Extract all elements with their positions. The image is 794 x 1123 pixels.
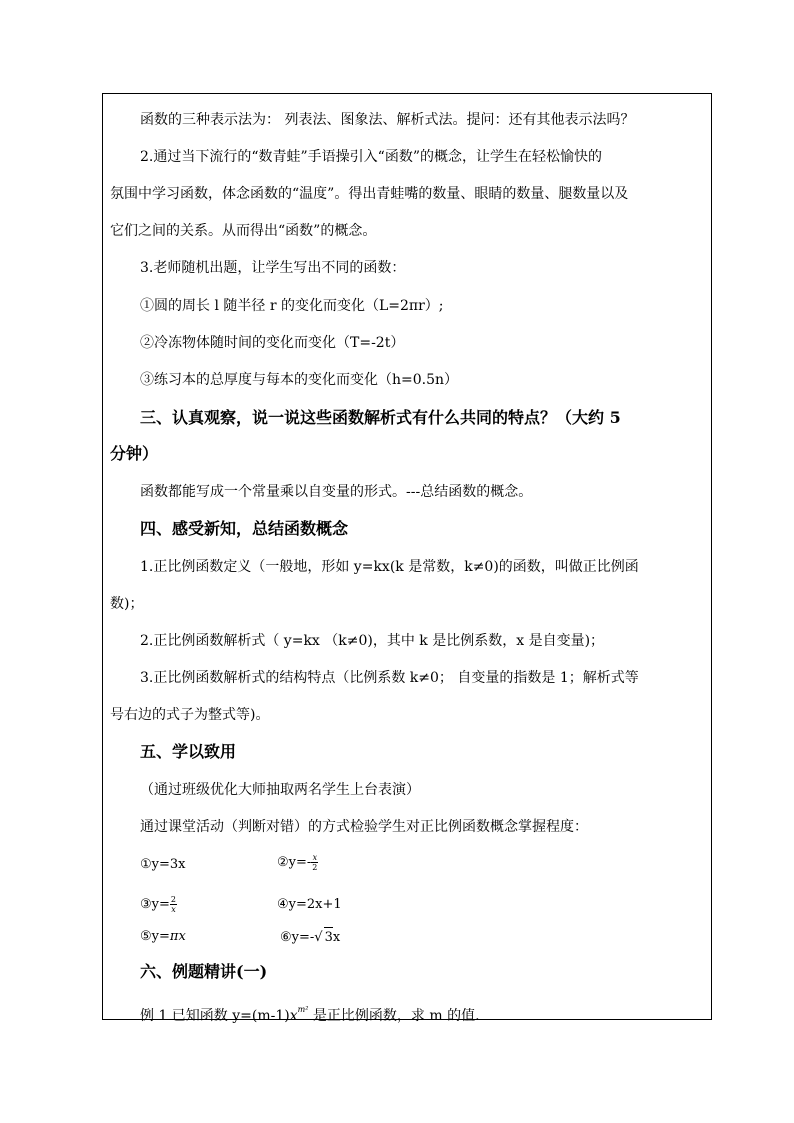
example-frozen: ②冷冻物体随时间的变化而变化（T=-2t） xyxy=(140,335,405,351)
text-line-representations: 函数的三种表示法为： 列表法、图象法、解析式法。提问：还有其他表示法吗？ xyxy=(140,112,635,128)
formula-3-denominator: x xyxy=(171,905,176,914)
definition-line-2: 2.正比例函数解析式（ y=kx （k≠0)，其中 k 是比例系数，x 是自变量)； xyxy=(140,633,605,649)
formula-3-prefix: ③y= xyxy=(140,897,170,912)
definition-line-1: 1.正比例函数定义（一般地，形如 y=kx(k 是常数，k≠0)的函数，叫做正比例函 xyxy=(140,559,639,575)
example-notebook: ③练习本的总厚度与每本的变化而变化（h=0.5n） xyxy=(140,372,459,388)
section-three-heading-cont: 分钟） xyxy=(110,444,159,463)
definition-line-3-cont: 号右边的式子为整式等)。 xyxy=(110,707,270,723)
formula-3-numerator: 2 xyxy=(170,895,176,904)
formula-6-radicand: 3 xyxy=(324,927,333,948)
formula-6-prefix: ⑥y=- xyxy=(280,930,315,945)
section-four-heading: 四、感受新知，总结函数概念 xyxy=(140,519,349,538)
formula-4: ④y=2x+1 xyxy=(277,897,342,912)
sqrt-symbol: √ xyxy=(314,930,323,945)
section-three-heading: 三、认真观察，说一说这些函数解析式有什么共同的特点？（大约 5 xyxy=(140,408,621,427)
formula-2-fraction xyxy=(311,853,318,872)
definition-line-3: 3.正比例函数解析式的结构特点（比例系数 k≠0； 自变量的指数是 1；解析式等 xyxy=(140,670,639,686)
example-one-variable: x xyxy=(289,1008,298,1024)
example-one xyxy=(140,1000,480,1026)
section-five-heading: 五、学以致用 xyxy=(140,742,237,761)
formula-5 xyxy=(140,927,186,947)
text-line-frog-atmosphere: 氛围中学习函数，体念函数的“温度”。得出青蛙嘴的数量、眼睛的数量、腿数量以及 xyxy=(110,186,629,202)
formula-2-numerator: x xyxy=(312,853,318,862)
formula-1: ①y=3x xyxy=(140,857,186,872)
text-line-frog-relation: 它们之间的关系。从而得出“函数”的概念。 xyxy=(110,223,377,239)
text-line-random-question: 3.老师随机出题，让学生写出不同的函数： xyxy=(140,260,406,276)
example-one-prefix: 例 1 已知函数 y=(m-1) xyxy=(140,1008,290,1024)
formula-2-prefix: ②y=- xyxy=(277,855,312,870)
formula-2 xyxy=(277,853,318,873)
text-line-classroom-activity: 通过课堂活动（判断对错）的方式检验学生对正比例函数概念掌握程度： xyxy=(140,819,588,835)
formula-5-variable: πx xyxy=(169,929,186,944)
text-line-summary: 函数都能写成一个常量乘以自变量的形式。---总结函数的概念。 xyxy=(140,484,533,500)
text-line-frog-intro: 2.通过当下流行的“数青蛙”手语操引入“函数”的概念，让学生在轻松愉快的 xyxy=(140,149,602,165)
formula-6 xyxy=(280,927,340,948)
text-line-student-demo: （通过班级优化大师抽取两名学生上台表演） xyxy=(140,782,420,798)
example-one-suffix: 是正比例函数，求 m 的值. xyxy=(308,1008,480,1024)
formula-6-suffix: x xyxy=(332,930,341,945)
formula-3-fraction xyxy=(170,895,177,914)
example-one-exponent: m² xyxy=(297,1005,309,1014)
definition-line-1-cont: 数)； xyxy=(110,596,144,612)
formula-3 xyxy=(140,895,177,915)
formula-2-denominator: 2 xyxy=(312,863,318,872)
formula-5-prefix: ⑤y= xyxy=(140,929,170,944)
section-six-heading: 六、例题精讲(一) xyxy=(140,962,268,981)
example-circle: ①圆的周长 l 随半径 r 的变化而变化（L=2πr）; xyxy=(140,298,444,314)
